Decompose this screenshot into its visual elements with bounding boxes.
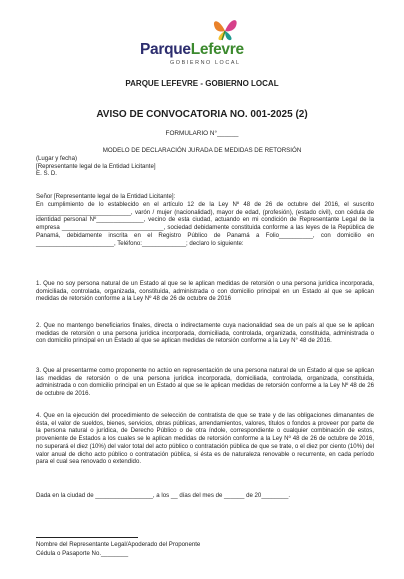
butterfly-icon	[210, 16, 240, 44]
signature-line	[36, 537, 138, 538]
date-line: Dada en la ciudad de _________________, a los __ días del mes de ______ de 20________.	[36, 492, 291, 499]
address-line: E. S. D.	[36, 170, 57, 178]
address-block	[36, 155, 374, 178]
form-number: FORMULARIO N°______	[165, 130, 239, 137]
header-title: PARQUE LEFEVRE - GOBIERNO LOCAL	[125, 79, 279, 88]
clause-4: 4. Que en la ejecución del procedimiento de selección de contratista de que se trate y de las obligaciones dimanantes de ésta, el valor de sueldos, bienes, servicios, obras públicas, arrendamientos, valores, títulos o fondos a proveer por parte de la persona natural o jurídica, de Derecho Público o de otra índole, correspondiente o cualquier combinación de estos, proveniente de Estados a los cuales se le aplican medidas de retorsión conforme a la Ley Nº 48 de 26 de octubre de 2016, no superará el diez (10%) del valor total del acto público o contratación pública de que se trate, o el diez por ciento (10%) del valor anual de dicho acto público o contratación pública, si ésta es de naturaleza renovable o recurrente, en cada período para el cual sea renovado o extendido.	[36, 412, 374, 466]
clause-3: 3. Que al presentarme como proponente no actúo en representación de una persona natural de un Estado al que se aplican las medidas de retorsión o de una persona jurídica incorporada, domiciliada, controlada, organizada, constituida, administrada o con domicilio principal en un Estado al que se le aplican medidas de retorsión conforme a la Ley Nº 48 de 26 de octubre de 2016.	[36, 367, 374, 398]
clause-2: 2. Que no mantengo beneficiarios finales, directa o indirectamente cuya nacionalidad sea de un país al que se le aplican medidas de retorsión o una persona jurídica incorporada, domiciliada, controlada, organizada, constituida, administrada o con domicilio principal en un Estado al que se aplican medidas de retorsión conforme a la Ley N° 48 de 2016.	[36, 322, 374, 345]
address-line: [Representante legal de la Entidad Licitante]	[36, 162, 156, 170]
clause-1: 1. Que no soy persona natural de un Estado al que se le aplican medidas de retorsión o una persona jurídica incorporada, domiciliada, controlada, organizada, constituida, administrada o con domicilio principal en un Estado al que se aplican medidas de retorsión conforme a la Ley Nº 48 de 26 de octubre de 2016	[36, 280, 374, 303]
document-title: AVISO DE CONVOCATORIA NO. 001-2025 (2)	[96, 109, 308, 120]
logo-subtitle: GOBIERNO LOCAL	[170, 60, 241, 66]
intro-paragraph: En cumplimiento de lo establecido en el artículo 12 de la Ley Nº 48 de 26 de octubre del 2016, el suscrito ____________________________, varón / mujer (nacionalidad), mayor de edad, (profesión), (estado civil), con cédula de identidad personal Nº______________, vecino de esta ciudad, actuando en mi condición de Representante Legal de la empresa ______________________________, sociedad debidamente constituida conforme a las leyes de la República de Panamá, debidamente inscrita en el Registro Público de Panamá a Folio__________, con domicilio en _______________________, Teléfono:_____________; declaro lo siguiente:	[36, 201, 374, 247]
form-title: MODELO DE DECLARACIÓN JURADA DE MEDIDAS DE RETORSIÓN	[102, 147, 302, 154]
address-line: (Lugar y fecha)	[36, 155, 77, 162]
parque-lefevre-logo	[140, 16, 264, 72]
logo-wordmark: ParqueLefevre	[140, 41, 244, 58]
signature-id-label: Cédula o Pasaporte No.________	[36, 550, 129, 557]
salutation: Señor [Representante legal de la Entidad Licitante]:	[36, 193, 176, 200]
signature-name-label: Nombre del Representante Legal/Apoderado del Proponente	[36, 541, 201, 548]
